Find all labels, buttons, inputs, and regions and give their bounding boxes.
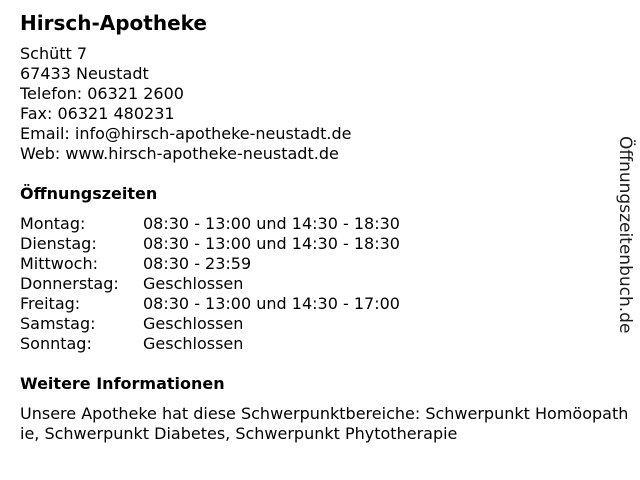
hours-value: Geschlossen <box>143 334 244 353</box>
day-label: Sonntag: <box>20 334 92 353</box>
hours-value: Geschlossen <box>143 274 244 293</box>
day-label: Dienstag: <box>20 234 97 253</box>
contact-details <box>20 44 351 164</box>
street-address: Schütt 7 <box>20 44 88 63</box>
further-info-heading: Weitere Informationen <box>20 374 225 393</box>
fax-number: Fax: 06321 480231 <box>20 104 175 123</box>
city-postcode: 67433 Neustadt <box>20 64 149 83</box>
hours-value: 08:30 - 23:59 <box>143 254 252 273</box>
pharmacy-name: Hirsch-Apotheke <box>20 11 207 35</box>
day-label: Donnerstag: <box>20 274 119 293</box>
hours-value: Geschlossen <box>143 314 244 333</box>
day-label: Samstag: <box>20 314 96 333</box>
hours-value: 08:30 - 13:00 und 14:30 - 17:00 <box>143 294 400 313</box>
day-label: Mittwoch: <box>20 254 98 273</box>
site-watermark: Öffnungszeitenbuch.de <box>615 136 635 334</box>
day-label: Freitag: <box>20 294 81 313</box>
opening-hours-heading: Öffnungszeiten <box>20 184 158 203</box>
phone-number: Telefon: 06321 2600 <box>20 84 184 103</box>
hours-value: 08:30 - 13:00 und 14:30 - 18:30 <box>143 234 400 253</box>
hours-value: 08:30 - 13:00 und 14:30 - 18:30 <box>143 214 400 233</box>
email-address: Email: info@hirsch-apotheke-neustadt.de <box>20 124 352 143</box>
website-address: Web: www.hirsch-apotheke-neustadt.de <box>20 144 339 163</box>
day-label: Montag: <box>20 214 86 233</box>
further-info-text: Unsere Apotheke hat diese Schwerpunktbereiche: Schwerpunkt Homöopathie, Schwerpunkt Diabetes, Schwerpunkt Phytotherapie <box>20 404 629 443</box>
